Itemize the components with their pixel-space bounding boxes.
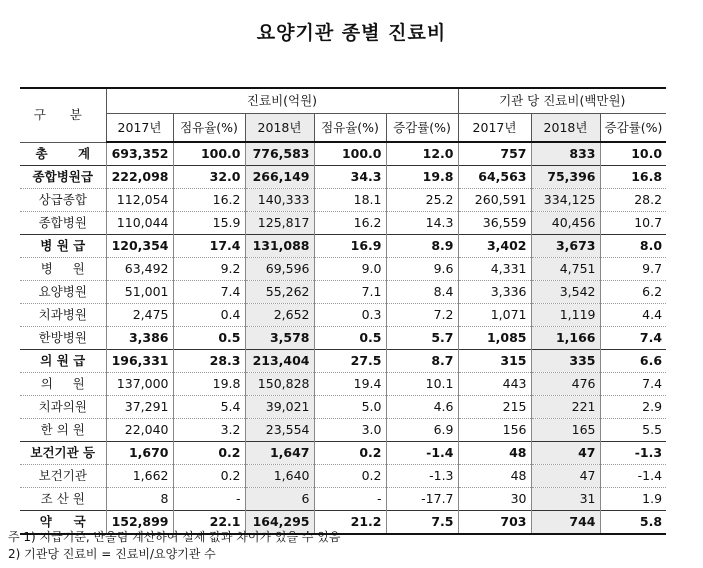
footnote: 주 1) 지급기준, 반올림 계산하여 실제 값과 차이가 있을 수 있음 [8, 530, 341, 544]
table-cell: 150,828 [245, 373, 314, 396]
table-cell: 48 [458, 465, 531, 488]
footnote: 2) 기관당 진료비 = 진료비/요양기관 수 [8, 547, 216, 561]
table-cell: 17.4 [173, 235, 245, 258]
table-cell: 120,354 [106, 235, 173, 258]
table-row [20, 189, 666, 212]
table-cell: 744 [531, 511, 600, 535]
table-cell: 334,125 [531, 189, 600, 212]
table-cell: 2,475 [106, 304, 173, 327]
table-cell: 3,386 [106, 327, 173, 350]
row-label: 병 원 급 [20, 235, 106, 258]
table-cell: 152,899 [106, 511, 173, 535]
table-cell: 1,166 [531, 327, 600, 350]
row-label: 의 원 급 [20, 350, 106, 373]
row-label: 치과병원 [20, 304, 106, 327]
table-cell: 221 [531, 396, 600, 419]
table-cell: -1.3 [600, 442, 666, 465]
table-body [20, 142, 666, 534]
table-row [20, 373, 666, 396]
table-cell: -1.4 [600, 465, 666, 488]
row-label: 한 의 원 [20, 419, 106, 442]
table-cell: 222,098 [106, 166, 173, 189]
table-cell: 22.1 [173, 511, 245, 535]
table-row [20, 488, 666, 511]
table-cell: 22,040 [106, 419, 173, 442]
table-cell: 9.7 [600, 258, 666, 281]
table-cell: 36,559 [458, 212, 531, 235]
table-cell: 47 [531, 465, 600, 488]
medical-expense-table [20, 87, 666, 535]
table-cell: 7.5 [386, 511, 458, 535]
table-cell: 164,295 [245, 511, 314, 535]
col-header: 2017년 [106, 114, 173, 143]
table-cell: 1,670 [106, 442, 173, 465]
table-cell: 18.1 [314, 189, 386, 212]
table-cell: 196,331 [106, 350, 173, 373]
row-label: 의 원 [20, 373, 106, 396]
table-cell: 0.5 [314, 327, 386, 350]
table-cell: 5.5 [600, 419, 666, 442]
col-header: 증감률(%) [600, 114, 666, 143]
table-cell: 100.0 [314, 142, 386, 166]
table-cell: 10.1 [386, 373, 458, 396]
table-cell: 100.0 [173, 142, 245, 166]
col-header: 2017년 [458, 114, 531, 143]
table-cell: 19.8 [386, 166, 458, 189]
table-cell: 14.3 [386, 212, 458, 235]
table-cell: 3,542 [531, 281, 600, 304]
table-cell: 3,336 [458, 281, 531, 304]
table-cell: 4.4 [600, 304, 666, 327]
table-cell: 3.0 [314, 419, 386, 442]
table-cell: 37,291 [106, 396, 173, 419]
table-row [20, 142, 666, 166]
table-cell: 125,817 [245, 212, 314, 235]
table-cell: 6.2 [600, 281, 666, 304]
col-header: 증감률(%) [386, 114, 458, 143]
table-cell: 215 [458, 396, 531, 419]
table-cell: 69,596 [245, 258, 314, 281]
col-header: 2018년 [531, 114, 600, 143]
page-title: 요양기관 종별 진료비 [256, 22, 447, 44]
row-label: 종합병원급 [20, 166, 106, 189]
table-cell: 23,554 [245, 419, 314, 442]
table-cell: 315 [458, 350, 531, 373]
table-cell: 0.2 [314, 442, 386, 465]
table-cell: 3.2 [173, 419, 245, 442]
table-cell: 10.0 [600, 142, 666, 166]
table-cell: 1,085 [458, 327, 531, 350]
per-institution-group-header: 기관 당 진료비(백만원) [458, 88, 666, 114]
table-cell: 6.6 [600, 350, 666, 373]
table-row [20, 419, 666, 442]
table-cell: 833 [531, 142, 600, 166]
table-cell: 8 [106, 488, 173, 511]
table-cell: 63,492 [106, 258, 173, 281]
table-cell: 9.0 [314, 258, 386, 281]
table-row [20, 304, 666, 327]
table-cell: 25.2 [386, 189, 458, 212]
table-cell: 19.8 [173, 373, 245, 396]
table-cell: 1,071 [458, 304, 531, 327]
footnotes [8, 529, 341, 563]
table-cell: 30 [458, 488, 531, 511]
row-label: 요양병원 [20, 281, 106, 304]
row-label: 병 원 [20, 258, 106, 281]
table-cell: 5.0 [314, 396, 386, 419]
table-cell: 8.4 [386, 281, 458, 304]
table-cell: 27.5 [314, 350, 386, 373]
col-header: 점유율(%) [173, 114, 245, 143]
table-cell: 7.4 [173, 281, 245, 304]
table-cell: 776,583 [245, 142, 314, 166]
row-label: 조 산 원 [20, 488, 106, 511]
table-cell: 266,149 [245, 166, 314, 189]
table-cell: 1.9 [600, 488, 666, 511]
table-cell: 0.2 [314, 465, 386, 488]
table-cell: 0.2 [173, 465, 245, 488]
table-cell: 10.7 [600, 212, 666, 235]
table-cell: 693,352 [106, 142, 173, 166]
table-cell: - [314, 488, 386, 511]
table-cell: 2.9 [600, 396, 666, 419]
row-label: 상급종합 [20, 189, 106, 212]
table-row [20, 442, 666, 465]
table-cell: 39,021 [245, 396, 314, 419]
table-cell: 5.7 [386, 327, 458, 350]
table-cell: 47 [531, 442, 600, 465]
table-cell: 1,647 [245, 442, 314, 465]
table-cell: 213,404 [245, 350, 314, 373]
table-cell: 0.3 [314, 304, 386, 327]
table-cell: 260,591 [458, 189, 531, 212]
table-cell: 4,331 [458, 258, 531, 281]
table-cell: 5.8 [600, 511, 666, 535]
table-cell: 3,673 [531, 235, 600, 258]
table-cell: 8.9 [386, 235, 458, 258]
table-cell: 75,396 [531, 166, 600, 189]
table-row [20, 465, 666, 488]
table-cell: 48 [458, 442, 531, 465]
table-cell: 31 [531, 488, 600, 511]
row-label: 종합병원 [20, 212, 106, 235]
table-row [20, 350, 666, 373]
table-row [20, 281, 666, 304]
row-label: 보건기관 [20, 465, 106, 488]
table-cell: 7.2 [386, 304, 458, 327]
row-label: 보건기관 등 [20, 442, 106, 465]
table-cell: - [173, 488, 245, 511]
table-cell: 9.6 [386, 258, 458, 281]
table-cell: 7.4 [600, 327, 666, 350]
table-row [20, 258, 666, 281]
col-header: 2018년 [245, 114, 314, 143]
col-header: 점유율(%) [314, 114, 386, 143]
table-cell: 0.2 [173, 442, 245, 465]
table-cell: -1.4 [386, 442, 458, 465]
table-cell: 137,000 [106, 373, 173, 396]
table-cell: 165 [531, 419, 600, 442]
table-cell: 28.2 [600, 189, 666, 212]
table-cell: 55,262 [245, 281, 314, 304]
table-cell: 8.7 [386, 350, 458, 373]
table-cell: 21.2 [314, 511, 386, 535]
table-cell: 16.2 [173, 189, 245, 212]
table-cell: 28.3 [173, 350, 245, 373]
table-row [20, 166, 666, 189]
table-cell: 16.9 [314, 235, 386, 258]
table-cell: 3,402 [458, 235, 531, 258]
table-cell: 110,044 [106, 212, 173, 235]
expense-group-header: 진료비(억원) [106, 88, 458, 114]
table-cell: 1,119 [531, 304, 600, 327]
table-cell: 0.4 [173, 304, 245, 327]
table-cell: 9.2 [173, 258, 245, 281]
table-cell: 15.9 [173, 212, 245, 235]
row-label: 총 계 [20, 142, 106, 166]
table-cell: 5.4 [173, 396, 245, 419]
table-cell: 16.8 [600, 166, 666, 189]
table-cell: 7.4 [600, 373, 666, 396]
table-cell: 2,652 [245, 304, 314, 327]
table-cell: 4.6 [386, 396, 458, 419]
table-cell: 3,578 [245, 327, 314, 350]
table-cell: 0.5 [173, 327, 245, 350]
table-cell: 703 [458, 511, 531, 535]
table-row [20, 212, 666, 235]
table-cell: 1,662 [106, 465, 173, 488]
table-cell: 64,563 [458, 166, 531, 189]
table-cell: 19.4 [314, 373, 386, 396]
table-cell: 40,456 [531, 212, 600, 235]
table-cell: 131,088 [245, 235, 314, 258]
table-cell: 112,054 [106, 189, 173, 212]
table-cell: 51,001 [106, 281, 173, 304]
table-cell: 16.2 [314, 212, 386, 235]
row-label: 한방병원 [20, 327, 106, 350]
table-cell: 443 [458, 373, 531, 396]
category-header: 구 분 [20, 88, 106, 142]
table-row [20, 327, 666, 350]
table-cell: -17.7 [386, 488, 458, 511]
table-cell: 1,640 [245, 465, 314, 488]
table-cell: 7.1 [314, 281, 386, 304]
table-cell: 32.0 [173, 166, 245, 189]
table-cell: 6 [245, 488, 314, 511]
table-cell: 335 [531, 350, 600, 373]
table-cell: 757 [458, 142, 531, 166]
table-cell: 476 [531, 373, 600, 396]
table-row [20, 235, 666, 258]
row-label: 치과의원 [20, 396, 106, 419]
table-cell: 34.3 [314, 166, 386, 189]
table-cell: 156 [458, 419, 531, 442]
table-cell: 12.0 [386, 142, 458, 166]
table-cell: 4,751 [531, 258, 600, 281]
table-cell: -1.3 [386, 465, 458, 488]
row-label: 약 국 [20, 511, 106, 535]
table-cell: 140,333 [245, 189, 314, 212]
table-row [20, 396, 666, 419]
table-cell: 6.9 [386, 419, 458, 442]
table-cell: 8.0 [600, 235, 666, 258]
